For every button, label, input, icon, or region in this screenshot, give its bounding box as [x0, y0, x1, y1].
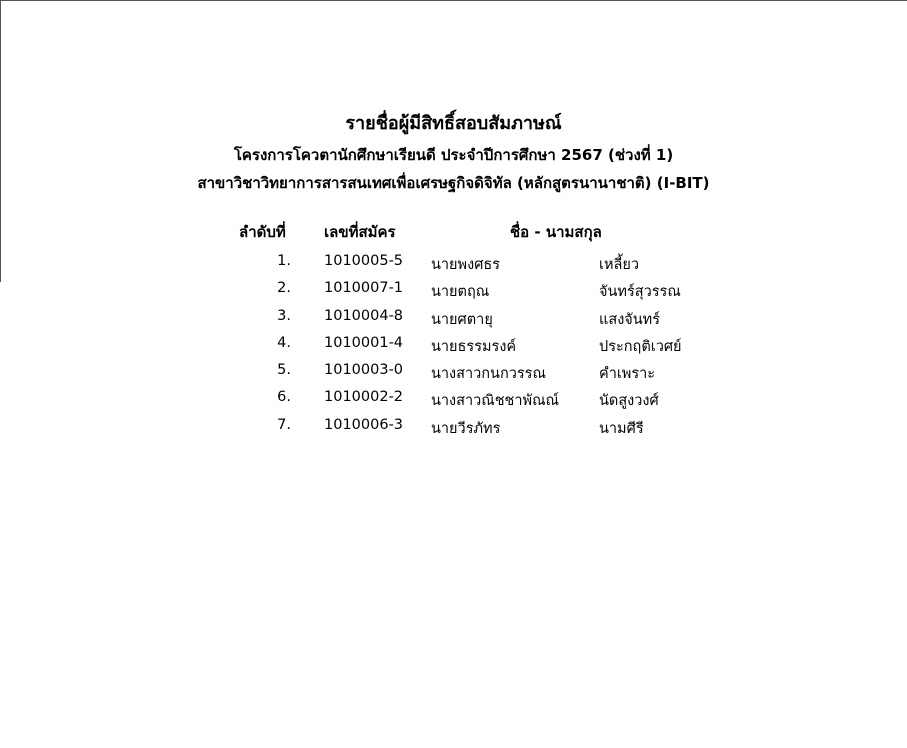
last-name: ประกฤติเวศย์ [599, 338, 682, 355]
application-number: 1010004-8 [324, 307, 404, 324]
last-name: แสงจันทร์ [599, 311, 661, 328]
last-name: นัดสูงวงศ์ [599, 393, 659, 410]
row-number: 3. [277, 307, 291, 324]
document-title: รายชื่อผู้มีสิทธิ์สอบสัมภาษณ์ [345, 113, 562, 134]
last-name: เหลี้ยว [599, 257, 640, 273]
page-left-border [0, 0, 1, 282]
first-name: นายพงศธร [431, 257, 501, 273]
last-name: จันทร์สุวรรณ [599, 284, 681, 301]
candidate-row [0, 308, 907, 335]
candidate-row [0, 280, 907, 307]
column-header-name: ชื่อ - นามสกุล [510, 223, 602, 241]
candidate-row [0, 335, 907, 362]
row-number: 5. [277, 362, 291, 379]
candidate-row [0, 253, 907, 280]
first-name: นายศตายุ [431, 311, 493, 328]
last-name: คำเพราะ [599, 366, 656, 383]
row-number: 6. [277, 389, 291, 406]
page-top-border [0, 0, 907, 1]
first-name: นายธรรมรงค์ [431, 338, 517, 355]
last-name: นามศีรี [599, 420, 644, 437]
row-number: 2. [277, 280, 291, 297]
application-number: 1010001-4 [324, 334, 404, 351]
application-number: 1010006-3 [324, 416, 404, 433]
column-header-order: ลำดับที่ [239, 223, 286, 241]
application-number: 1010005-5 [324, 253, 404, 269]
first-name: นายตฤณ [431, 284, 490, 301]
candidate-row [0, 389, 907, 416]
application-number: 1010007-1 [324, 280, 404, 297]
row-number: 1. [277, 253, 291, 269]
program-name: สาขาวิชาวิทยาการสารสนเทศเพื่อเศรษฐกิจดิจิทัล (หลักสูตรนานาชาติ) (I-BIT) [197, 174, 710, 192]
first-name: นางสาวกนกวรรณ [431, 366, 546, 383]
candidate-row [0, 417, 907, 444]
application-number: 1010003-0 [324, 362, 404, 379]
candidate-list [0, 253, 907, 444]
candidate-row [0, 362, 907, 389]
application-number: 1010002-2 [324, 389, 404, 406]
first-name: นายวีรภัทร [431, 420, 501, 437]
document-subtitle: โครงการโควตานักศึกษาเรียนดี ประจำปีการศึกษา 2567 (ช่วงที่ 1) [233, 146, 674, 164]
column-header-application-no: เลขที่สมัคร [324, 223, 396, 241]
row-number: 4. [277, 334, 291, 351]
first-name: นางสาวณิชชาพัณณ์ [431, 393, 560, 410]
row-number: 7. [277, 416, 291, 433]
